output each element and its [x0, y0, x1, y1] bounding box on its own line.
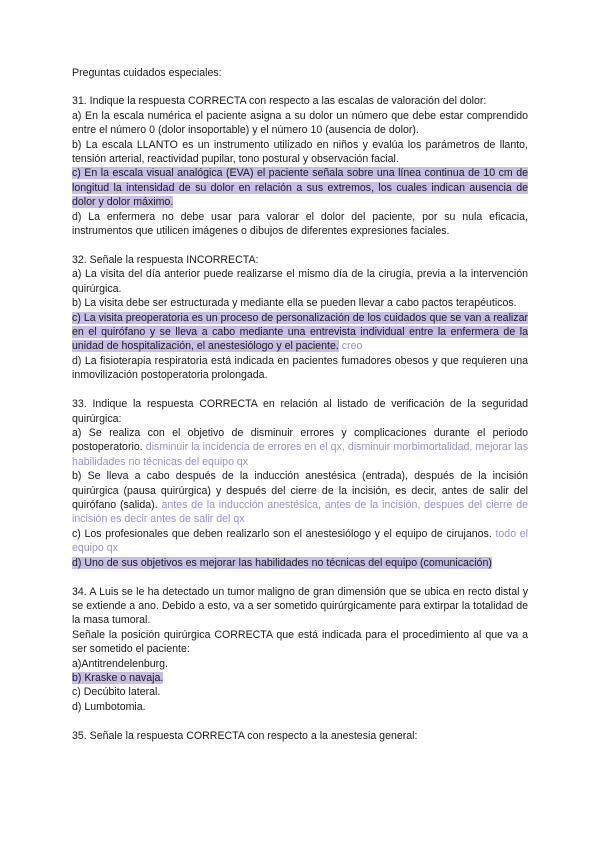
option-a: a)Antitrendelenburg. [72, 657, 168, 670]
highlighted-answer: c) La visita preoperatoria es un proceso de personalización de los cuidados que se van a realizar en el quirófano y se lleva a cabo mediante una entrevista individual entre la enfermera de la unidad de hospitalización, el anestesiólogo y el paciente. [72, 311, 528, 353]
option-d: d) La fisioterapia respiratoria está indicada en pacientes fumadores obesos y que requieren una inmovilización postoperatoria prolongada. [72, 354, 528, 382]
option-a [72, 426, 528, 469]
question-stem: 34. A Luis se le ha detectado un tumor maligno de gran dimensión que se ubica en recto distal y se extiende a ano. Debido a esto, va a ser sometido quirúrgicamente para extirpar la totalidad de la masa tumoral. [72, 585, 528, 627]
question-stem: 33. Indique la respuesta CORRECTA en relación al listado de verificación de la seguridad quirúrgica: [72, 398, 528, 425]
option-c [72, 166, 528, 209]
option-text: c) Los profesionales que deben realizarlo son el anestesiólogo y el equipo de cirujanos. [72, 527, 492, 540]
question-34 [72, 585, 528, 715]
highlighted-answer: b) Kraske o navaja. [72, 671, 164, 684]
document-page [72, 66, 528, 758]
annotation-note: antes de la inducción anestésica, antes de la incisión, despues del cierre de incisión es decir antes de salir del qx [72, 498, 529, 526]
option-a: a) La visita del día anterior puede realizarse el mismo día de la cirugía, previa a la intervención quirúrgica. [72, 268, 528, 295]
option-b [72, 469, 528, 527]
option-text: a) Se realiza con el objetivo de disminuir errores y complicaciones durante el periodo postoperatorio. [72, 426, 528, 454]
option-c [72, 527, 528, 556]
question-stem: 35. Señale la respuesta CORRECTA con respecto a la anestesia general: [72, 729, 418, 742]
option-b [72, 671, 528, 685]
option-b: b) La visita debe ser estructurada y mediante ella se pueden llevar a cabo pactos terapéuticos. [72, 297, 517, 310]
annotation-note: creo [341, 340, 363, 353]
highlighted-answer: c) En la escala visual analógica (EVA) el paciente señala sobre una línea continua de 10 cm de longitud la intensidad de su dolor en relación a sus extremos, los cuales indican ausencia de dolor y dolor máximo. [72, 167, 528, 209]
annotation-note: todo el equipo qx [72, 527, 528, 555]
option-d: d) Lumbotomia. [72, 700, 146, 713]
page-heading: Preguntas cuidados especiales: [72, 67, 222, 79]
annotation-note: disminuir la incidencia de errores en el qx, disminuir morbimortalidad, mejorar las habilidades no técnicas del equipo qx [72, 441, 528, 468]
option-c [72, 311, 528, 354]
option-c: c) Decúbito lateral. [72, 686, 161, 699]
question-33 [72, 397, 528, 570]
question-31 [72, 94, 528, 238]
option-b: b) La escala LLANTO es un instrumento utilizado en niños y evalúa los parámetros de llanto, tensión arterial, reactividad pupilar, tono postural y observación facial. [72, 138, 528, 166]
question-35 [72, 729, 528, 743]
option-d [72, 556, 528, 570]
question-prompt: Señale la posición quirúrgica CORRECTA que está indicada para el procedimiento al que va a ser sometido el paciente: [72, 628, 528, 656]
question-stem: 31. Indique la respuesta CORRECTA con respecto a las escalas de valoración del dolor: [72, 95, 487, 108]
option-text: b) Se lleva a cabo después de la inducción anestésica (entrada), después de la incisión quirúrgica (pausa quirúrgica) y después del cierre de la incisión, es decir, antes de salir del quirófano (salida). [72, 470, 528, 511]
option-d: d) La enfermera no debe usar para valorar el dolor del paciente, por su nula eficacia, instrumentos que utilicen imágenes o dibujos de diferentes expresiones faciales. [72, 210, 528, 238]
highlighted-answer: d) Uno de sus objetivos es mejorar las habilidades no técnicas del equipo (comunicación) [72, 556, 492, 569]
option-a: a) En la escala numérica el paciente asigna a su dolor un número que debe estar comprendido entre el número 0 (dolor insoportable) y el número 10 (ausencia de dolor). [72, 109, 528, 137]
question-stem: 32. Señale la respuesta INCORRECTA: [72, 253, 259, 266]
question-32 [72, 253, 528, 383]
